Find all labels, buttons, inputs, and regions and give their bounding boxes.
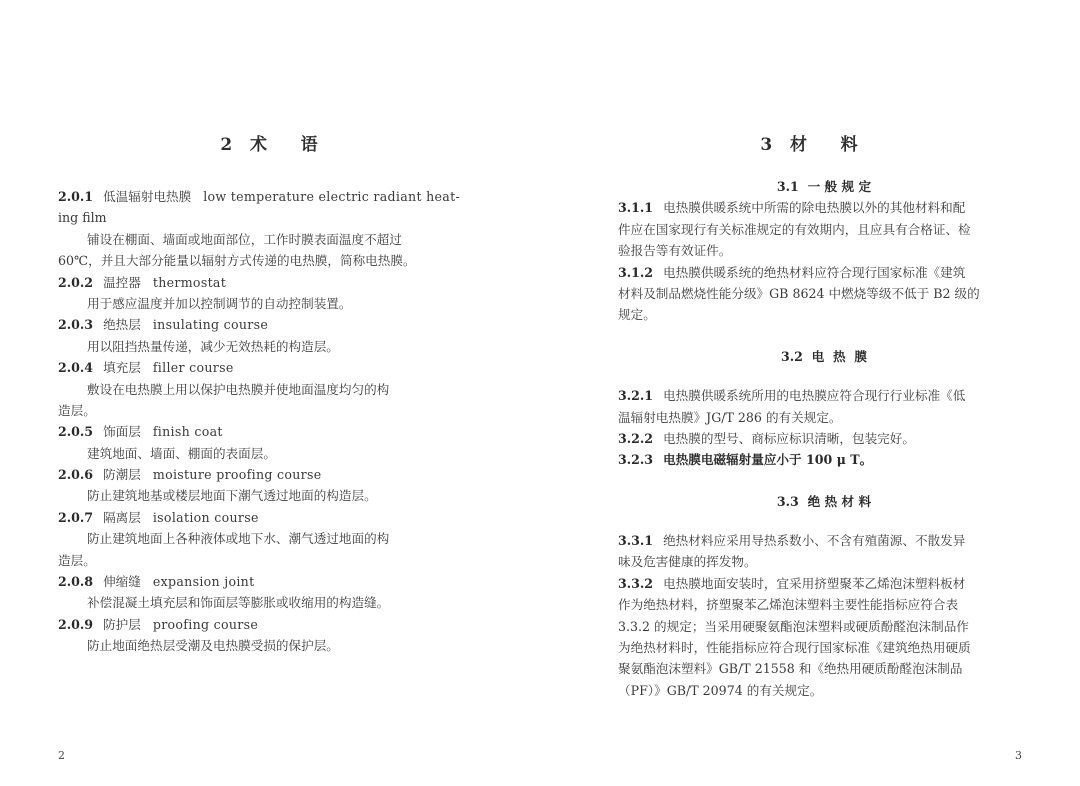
section-3-2-body xyxy=(618,385,1030,471)
clause-line xyxy=(618,428,1030,449)
clause-line xyxy=(618,530,1030,551)
clause-text: 电热膜电磁辐射量应小于 100 μ T。 xyxy=(663,452,873,468)
term-definition-line: 敷设在电热膜上用以保护电热膜并使地面温度均匀的构 xyxy=(87,381,390,397)
section-3-3-heading: 3.3 绝 热 材 料 xyxy=(776,493,872,509)
term-english: finish coat xyxy=(152,424,223,440)
clause-text: 电热膜地面安装时，宜采用挤塑聚苯乙烯泡沫塑料板材 xyxy=(663,575,966,591)
term-english: insulating course xyxy=(152,317,269,333)
term-continuation-line: 造层。 xyxy=(58,552,96,568)
term-english: filler course xyxy=(152,360,234,376)
term-english: expansion joint xyxy=(152,574,255,590)
clause-number: 3.2.2 xyxy=(618,430,654,446)
term-definition-line: 建筑地面、墙面、棚面的表面层。 xyxy=(87,445,276,461)
materials-content xyxy=(618,176,1030,701)
term-english: isolation course xyxy=(152,509,259,525)
clause-number: 3.1.1 xyxy=(618,200,654,216)
term-continuation-line: ing film xyxy=(58,210,107,226)
clause-text: 电热膜的型号、商标应标识清晰，包装完好。 xyxy=(663,430,915,446)
clause-number: 2.0.5 xyxy=(58,424,94,440)
term-entry xyxy=(58,614,470,635)
clause-continuation-line: 材料及制品燃烧性能分级》GB 8624 中燃烧等级不低于 B2 级的 xyxy=(618,285,980,301)
term-chinese: 温控器 xyxy=(103,274,141,290)
clause-continuation-line: 验报告等有效证件。 xyxy=(618,243,732,259)
terms-list xyxy=(58,186,470,657)
clause-number: 3.2.1 xyxy=(618,388,654,404)
clause-number: 2.0.4 xyxy=(58,360,94,376)
term-chinese: 饰面层 xyxy=(103,424,141,440)
term-definition-line: 防止建筑地面上各种液体或地下水、潮气透过地面的构 xyxy=(87,531,390,547)
clause-continuation-line: 温辐射电热膜》JG/T 286 的有关规定。 xyxy=(618,409,842,425)
section-3-3-body xyxy=(618,530,1030,701)
clause-number: 2.0.1 xyxy=(58,189,94,204)
term-definition-line: 铺设在棚面、墙面或地面部位，工作时膜表面温度不超过 xyxy=(87,231,402,247)
clause-continuation-line: 为绝热材料时，性能指标应符合现行国家标准《建筑绝热用硬质 xyxy=(618,640,971,656)
term-definition-line: 防止地面绝热层受潮及电热膜受损的保护层。 xyxy=(87,638,339,654)
clause-number: 3.3.1 xyxy=(618,533,654,549)
term-entry xyxy=(58,272,470,293)
clause-text: 电热膜供暖系统的绝热材料应符合现行国家标准《建筑 xyxy=(663,264,966,280)
clause-text: 绝热材料应采用导热系数小、不含有殖菌源、不散发异 xyxy=(663,533,966,549)
section-3-1-heading: 3.1 一 般 规 定 xyxy=(776,179,872,194)
clause-continuation-line: 聚氨酯泡沫塑料》GB/T 21558 和《绝热用硬质酚醛泡沫制品 xyxy=(618,661,963,677)
term-english: proofing course xyxy=(152,616,259,632)
clause-continuation-line: 件应在国家现行有关标准规定的有效期内，且应具有合格证、检 xyxy=(618,221,971,237)
chapter-2-title: 2 术 语 xyxy=(220,135,320,155)
clause-number: 3.2.3 xyxy=(618,452,654,468)
clause-number: 2.0.3 xyxy=(58,317,94,333)
chapter-3-title: 3 材 料 xyxy=(760,135,860,155)
page-number-right: 3 xyxy=(1015,749,1022,762)
clause-line xyxy=(618,573,1030,594)
term-english: moisture proofing course xyxy=(152,467,322,483)
term-definition-line: 防止建筑地基或楼层地面下潮气透过地面的构造层。 xyxy=(87,488,377,504)
clause-line xyxy=(618,197,1030,218)
term-chinese: 隔离层 xyxy=(103,509,141,525)
clause-continuation-line: 规定。 xyxy=(618,307,656,323)
clause-line xyxy=(618,449,1030,470)
term-chinese: 防潮层 xyxy=(103,467,141,483)
clause-line xyxy=(618,262,1030,283)
term-definition-line: 补偿混凝土填充层和饰面层等膨胀或收缩用的构造缝。 xyxy=(87,595,390,611)
clause-text: 电热膜供暖系统所用的电热膜应符合现行行业标准《低 xyxy=(663,388,966,404)
clause-continuation-line: 味及危害健康的挥发物。 xyxy=(618,554,757,570)
clause-number: 2.0.2 xyxy=(58,274,94,290)
term-english: low temperature electric radiant heat- xyxy=(203,189,460,204)
term-entry xyxy=(58,314,470,335)
term-entry xyxy=(58,421,470,442)
term-entry xyxy=(58,357,470,378)
term-chinese: 低温辐射电热膜 xyxy=(103,189,192,204)
term-continuation-line: 60℃，并且大部分能量以辐射方式传递的电热膜，简称电热膜。 xyxy=(58,253,416,269)
term-chinese: 伸缩缝 xyxy=(103,574,141,590)
term-chinese: 绝热层 xyxy=(103,317,141,333)
term-entry xyxy=(58,571,470,592)
term-english: thermostat xyxy=(152,274,227,290)
clause-continuation-line: 3.3.2 的规定；当采用硬聚氨酯泡沫塑料或硬质酚醛泡沫制品作 xyxy=(618,618,969,634)
section-3-1-body xyxy=(618,197,1030,325)
clause-number: 2.0.8 xyxy=(58,574,94,590)
clause-number: 3.1.2 xyxy=(618,264,654,280)
term-chinese: 填充层 xyxy=(103,360,141,376)
term-chinese: 防护层 xyxy=(103,616,141,632)
clause-number: 3.3.2 xyxy=(618,575,654,591)
clause-continuation-line: （PF）》GB/T 20974 的有关规定。 xyxy=(618,682,823,698)
page-number-left: 2 xyxy=(58,749,65,762)
term-definition-line: 用于感应温度并加以控制调节的自动控制装置。 xyxy=(87,295,352,311)
term-entry xyxy=(58,507,470,528)
term-continuation-line: 造层。 xyxy=(58,402,96,418)
term-entry xyxy=(58,464,470,485)
clause-line xyxy=(618,385,1030,406)
clause-number: 2.0.9 xyxy=(58,616,94,632)
clause-continuation-line: 作为绝热材料，挤塑聚苯乙烯泡沫塑料主要性能指标应符合表 xyxy=(618,597,959,613)
clause-text: 电热膜供暖系统中所需的除电热膜以外的其他材料和配 xyxy=(663,200,966,216)
clause-number: 2.0.7 xyxy=(58,509,94,525)
clause-number: 2.0.6 xyxy=(58,467,94,483)
term-definition-line: 用以阻挡热量传递，减少无效热耗的构造层。 xyxy=(87,338,339,354)
term-entry xyxy=(58,186,470,207)
section-3-2-heading: 3.2 电 热 膜 xyxy=(781,348,867,364)
right-page xyxy=(540,0,1080,786)
